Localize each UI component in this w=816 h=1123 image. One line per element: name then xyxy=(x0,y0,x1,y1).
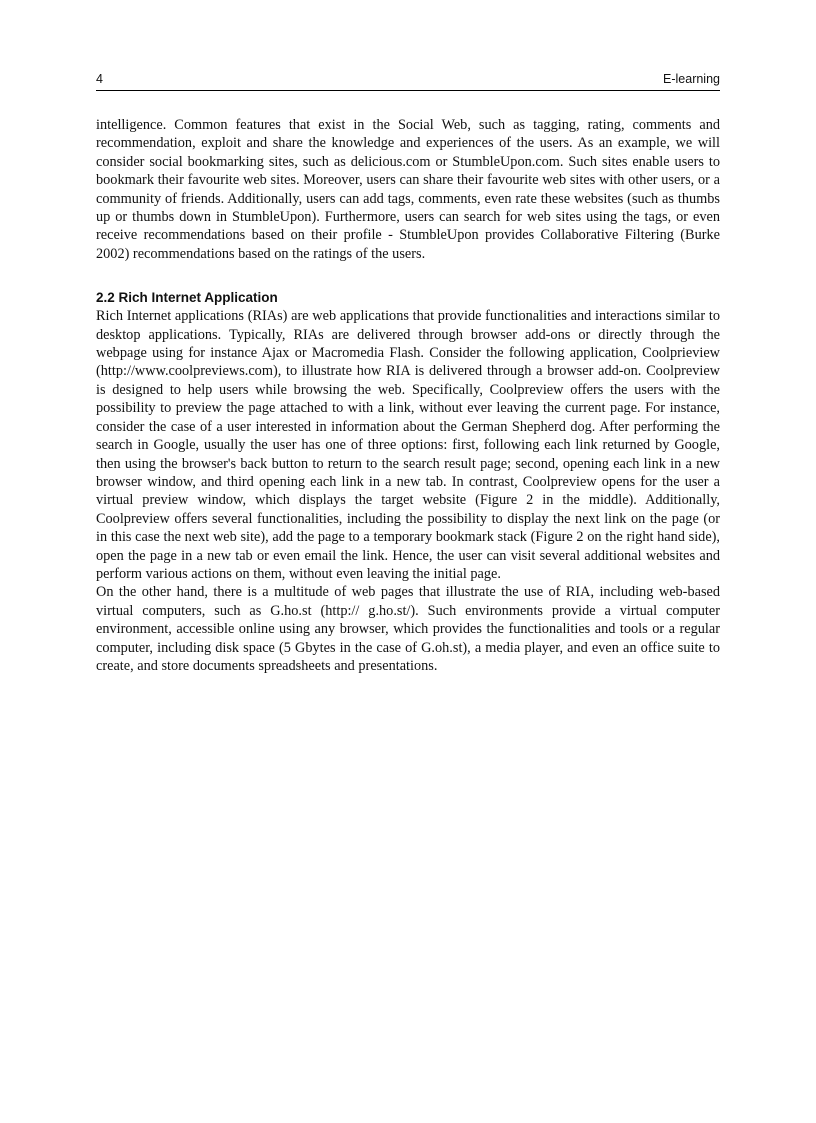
body-paragraph-virtual-computers: On the other hand, there is a multitude of web pages that illustrate the use of RIA, including web-based virtual computers, such as G.ho.st (http:// g.ho.st/). Such environments provide a virtual computer environment, accessible online using any browser, which provides the functionalities and tools or a regular computer, including disk space (5 Gbytes in the case of G.oh.st), a media player, and even an office suite to create, and store documents spreadsheets and presentations. xyxy=(96,584,720,674)
page-content xyxy=(96,116,720,675)
section-heading: 2.2 Rich Internet Application xyxy=(96,290,278,306)
page-number: 4 xyxy=(96,72,103,86)
body-paragraph-social-web: intelligence. Common features that exist in the Social Web, such as tagging, rating, comments and recommendation, exploit and share the knowledge and experiences of the users. As an example, we will consider social bookmarking sites, such as delicious.com or StumbleUpon.com. Such sites enable users to bookmark their favourite web sites. Moreover, users can share their favourite web sites with other users, or a community of friends. Additionally, users can add tags, comments, even rate these websites (such as thumbs up or thumbs down in StumbleUpon). Furthermore, users can search for web sites using the tags, or even receive recommendations based on their profile - StumbleUpon provides Collaborative Filtering (Burke 2002) recommendations based on the ratings of the users. xyxy=(96,117,720,262)
running-title: E-learning xyxy=(663,72,720,86)
page-header xyxy=(96,70,720,91)
body-paragraph-ria: Rich Internet applications (RIAs) are web applications that provide functionalities and interactions similar to desktop applications. Typically, RIAs are delivered through browser add-ons or directly through the webpage using for instance Ajax or Macromedia Flash. Consider the following application, Coolprieview (http://www.coolpreviews.com), to illustrate how RIA is delivered through a browser add-on. Coolpreview is designed to help users while browsing the web. Specifically, Coolpreview offers the users with the possibility to preview the page attached to with a link, without ever leaving the current page. For instance, consider the case of a user interested in information about the German Shepherd dog. After performing the search in Google, usually the user has one of three options: first, following each link returned by Google, then using the browser's back button to return to the search result page; second, opening each link in a new browser window, and third opening each link in a new tab. In contrast, Coolpreview opens for the user a virtual preview window, which displays the target website (Figure 2 in the middle). Additionally, Coolpreview offers several functionalities, including the possibility to display the next link on the page (or in this case the next web site), add the page to a temporary bookmark stack (Figure 2 on the right hand side), open the page in a new tab or even email the link. Hence, the user can visit several additional websites and perform various actions on them, without even leaving the initial page. xyxy=(96,308,720,582)
